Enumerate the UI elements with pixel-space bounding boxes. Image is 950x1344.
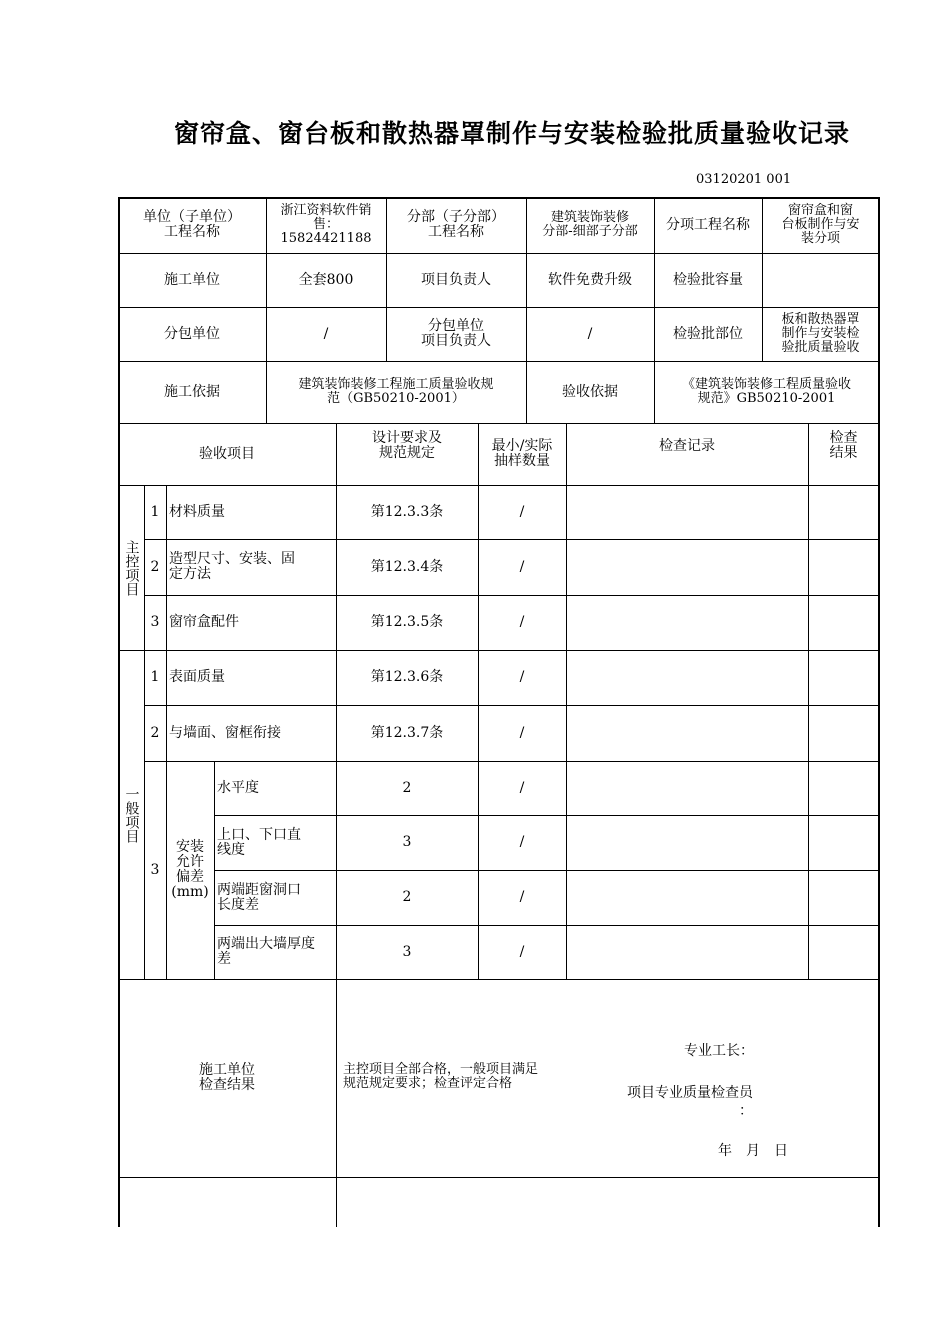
general-row-2-name: 与墙面、窗框衔接: [169, 724, 281, 741]
acceptance-table: [118, 197, 880, 1227]
accept-basis-value: 《建筑装饰装修工程质量验收 规范》GB50210-2001: [681, 377, 851, 406]
main-row-3-name: 窗帘盒配件: [169, 614, 239, 630]
sub-pm-value: /: [587, 325, 593, 342]
main-row-2-name: 造型尺寸、安装、固 定方法: [169, 551, 295, 582]
main-row-1-spec: 第12.3.3条: [370, 503, 444, 520]
general-label: 一般项目: [123, 786, 140, 843]
deviation-row-3-spec: 2: [402, 889, 412, 905]
deviation-row-4-sample: /: [519, 943, 525, 960]
deviation-row-3-sample: /: [519, 889, 525, 905]
deviation-row-2-name: 上口、下口直 线度: [217, 826, 301, 858]
division-value: 建筑装饰装修 分部-细部子分部: [542, 210, 638, 239]
main-row-2-no: 2: [150, 558, 160, 575]
col-header-design: 设计要求及 规范规定: [372, 430, 442, 461]
pm-value: 软件免费升级: [548, 271, 632, 288]
check-result-text: 主控项目全部合格，一般项目满足 规范规定要求；检查评定合格: [343, 1062, 539, 1091]
part-label: 检验批部位: [673, 325, 743, 342]
unit-label: 单位（子单位） 工程名称: [143, 209, 241, 240]
main-row-3-spec: 第12.3.5条: [370, 614, 444, 630]
main-row-3-sample: /: [519, 614, 525, 630]
deviation-row-1-spec: 2: [402, 779, 412, 796]
unit-value: 浙江资料软件销售： 15824421188: [280, 203, 372, 246]
general-row-1-sample: /: [519, 669, 525, 685]
division-label: 分部（子分部） 工程名称: [407, 209, 505, 240]
deviation-row-2-sample: /: [519, 834, 525, 850]
deviation-row-1-name: 水平度: [217, 779, 259, 796]
basis-value: 建筑装饰装修工程施工质量验收规 范（GB50210-2001）: [298, 377, 494, 406]
main-row-1-no: 1: [150, 503, 160, 520]
capacity-label: 检验批容量: [673, 271, 743, 288]
accept-basis-label: 验收依据: [562, 383, 618, 400]
sub-pm-label: 分包单位 项目负责人: [421, 318, 491, 349]
col-header-item: 验收项目: [199, 445, 255, 462]
check-result-label: 施工单位 检查结果: [199, 1062, 255, 1093]
general-row-1-spec: 第12.3.6条: [370, 669, 444, 685]
col-header-record: 检查记录: [659, 437, 715, 454]
main-row-1-name: 材料质量: [169, 503, 225, 520]
general-row-2-sample: /: [519, 724, 525, 741]
basis-label: 施工依据: [164, 383, 220, 400]
subitem-value: 窗帘盒和窗 台板制作与安 装分项: [781, 203, 860, 246]
page-title: 窗帘盒、窗台板和散热器罩制作与安装检验批质量验收记录: [173, 119, 850, 148]
main-row-1-sample: /: [519, 503, 525, 520]
main-row-2-spec: 第12.3.4条: [370, 558, 444, 575]
inspector-colon: ：: [739, 1102, 753, 1119]
inspector-label: 项目专业质量检查员: [627, 1084, 753, 1101]
deviation-row-3-name: 两端距窗洞口 长度差: [217, 881, 301, 913]
general-row-2-spec: 第12.3.7条: [370, 724, 444, 741]
subcontractor-label: 分包单位: [164, 325, 220, 342]
general-row-1-no: 1: [150, 669, 160, 685]
main-control-label: 主控项目: [123, 539, 140, 596]
part-value: 板和散热器罩 制作与安装检 验批质量验收: [781, 312, 860, 355]
main-row-2-sample: /: [519, 558, 525, 575]
deviation-row-2-spec: 3: [402, 834, 412, 850]
date-label: 年 月 日: [718, 1142, 788, 1159]
subcontractor-value: /: [323, 325, 329, 342]
capacity-value: [762, 253, 879, 307]
subitem-label: 分项工程名称: [666, 216, 750, 233]
col-header-result: 检查 结果: [829, 430, 858, 461]
pm-label: 项目负责人: [421, 271, 491, 288]
deviation-label: 安装 允许 偏差 (mm): [171, 839, 209, 900]
deviation-no: 3: [150, 861, 160, 878]
deviation-row-4-name: 两端出大墙厚度 差: [217, 936, 315, 967]
document-number: 03120201 001: [696, 172, 792, 187]
general-row-1-name: 表面质量: [169, 669, 225, 685]
general-row-2-no: 2: [150, 724, 160, 741]
deviation-row-1-sample: /: [519, 779, 525, 796]
constructor-value: 全套800: [298, 271, 354, 288]
col-header-sample: 最小/实际 抽样数量: [491, 438, 553, 469]
deviation-row-4-spec: 3: [402, 943, 412, 960]
constructor-label: 施工单位: [164, 271, 220, 288]
main-row-3-no: 3: [150, 614, 160, 630]
foreman-label: 专业工长：: [684, 1042, 754, 1059]
